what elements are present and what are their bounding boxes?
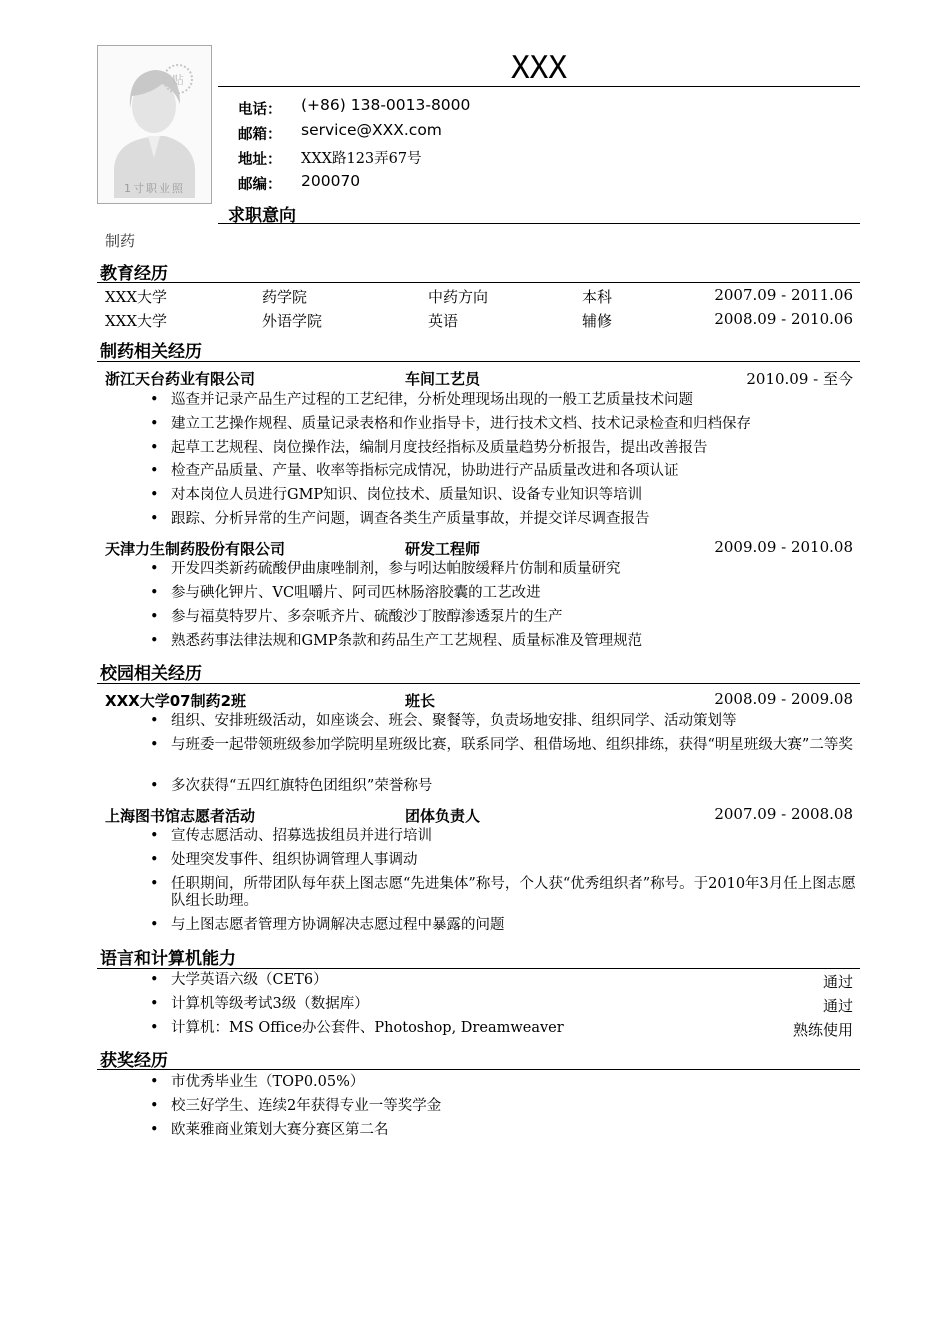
email-label: 邮箱：	[238, 127, 282, 143]
profile-photo	[97, 45, 212, 204]
edu-college: 药学院	[262, 288, 308, 306]
job-period: 2008.09 - 2009.08	[714, 690, 853, 708]
skill-level: 熟练使用	[792, 1021, 853, 1039]
education-divider	[97, 282, 860, 283]
edu-major: 英语	[428, 312, 459, 330]
edu-major: 中药方向	[428, 288, 489, 306]
skills-heading: 语言和计算机能力	[100, 949, 236, 969]
job-period: 2010.09 - 至今	[746, 370, 853, 388]
job-role: 研发工程师	[405, 540, 481, 558]
job-company: 天津力生制药股份有限公司	[105, 540, 286, 558]
phone-label: 电话：	[238, 102, 282, 118]
campus-divider	[97, 683, 860, 684]
pharma-heading: 制药相关经历	[100, 342, 202, 362]
phone-value: (+86) 138-0013-8000	[301, 96, 471, 114]
edu-degree: 本科	[582, 288, 613, 306]
edu-period: 2007.09 - 2011.06	[714, 286, 853, 304]
edu-college: 外语学院	[262, 312, 323, 330]
awards-heading: 获奖经历	[100, 1051, 168, 1071]
job-role: 团体负责人	[405, 807, 481, 825]
edu-degree: 辅修	[582, 312, 613, 330]
edu-period: 2008.09 - 2010.06	[714, 310, 853, 328]
objective-value: 制药	[105, 232, 136, 250]
job-company: 上海图书馆志愿者活动	[105, 807, 256, 825]
job-period: 2007.09 - 2008.08	[714, 805, 853, 823]
email-value: service@XXX.com	[301, 121, 442, 139]
education-heading: 教育经历	[100, 264, 168, 284]
zipcode-label: 邮编：	[238, 177, 282, 193]
job-company: XXX大学07制药2班	[105, 692, 247, 710]
zipcode-value: 200070	[301, 172, 361, 190]
campus-heading: 校园相关经历	[100, 664, 202, 684]
skill-level: 通过	[822, 973, 853, 991]
objective-divider	[218, 223, 860, 224]
job-role: 班长	[405, 692, 436, 710]
header-divider	[218, 86, 860, 87]
pharma-divider	[97, 361, 860, 362]
address-label: 地址：	[238, 152, 282, 168]
job-period: 2009.09 - 2010.08	[714, 538, 853, 556]
job-company: 浙江天台药业有限公司	[105, 370, 256, 388]
skills-divider	[97, 968, 860, 969]
edu-school: XXX大学	[105, 288, 168, 306]
job-role: 车间工艺员	[405, 370, 481, 388]
photo-caption: 1寸职业照	[124, 182, 185, 195]
objective-heading: 求职意向	[228, 206, 296, 226]
awards-divider	[97, 1069, 860, 1070]
skill-level: 通过	[822, 997, 853, 1015]
svg-text:贴: 贴	[171, 73, 185, 87]
candidate-name: XXX	[511, 50, 567, 86]
address-value: XXX路123弄67号	[301, 151, 422, 167]
edu-school: XXX大学	[105, 312, 168, 330]
